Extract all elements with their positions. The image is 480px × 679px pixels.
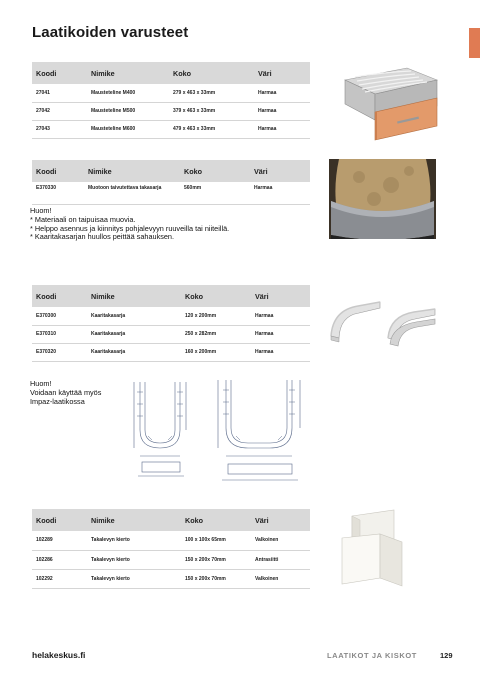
row-code: 27043 [32, 120, 87, 138]
table-row [32, 325, 310, 343]
row-name: Mausteteline M600 [87, 120, 169, 138]
header-color: Väri [250, 160, 310, 182]
header-size: Koko [169, 62, 254, 84]
row-code: 27041 [32, 84, 87, 102]
header-color: Väri [254, 62, 310, 84]
note-line: Voidaan käyttää myös [30, 387, 102, 397]
footer-section-title: LAATIKOT JA KISKOT [327, 651, 417, 660]
row-name: Kaaritakasarja [87, 325, 181, 343]
page-number: 129 [440, 651, 453, 660]
note-line: * Helppo asennus ja kiinnitys pohjalevyyn ruuveilla tai niiteillä. [30, 223, 230, 233]
row-color: Antrasiitti [251, 550, 310, 569]
row-size: 479 x 463 x 33mm [169, 120, 254, 138]
row-code: 102289 [32, 531, 87, 550]
arc-set-technical-drawing [124, 372, 202, 482]
row-size: 279 x 463 x 33mm [169, 84, 254, 102]
bendable-back-set-table [32, 160, 310, 205]
note-line: * Kaaritakasarjan huullos peittää sahauksen. [30, 232, 175, 242]
row-code: 102286 [32, 550, 87, 569]
row-name: Takalevyn kierto [87, 550, 181, 569]
header-color: Väri [251, 509, 310, 531]
row-color: Harmaa [254, 84, 310, 102]
note-line: * Materiaali on taipuisaa muovia. [30, 214, 136, 224]
row-size: 100 x 100x 65mm [181, 531, 251, 550]
row-color: Valkoinen [251, 531, 310, 550]
table-row [32, 343, 310, 361]
bendable-back-set-image [329, 159, 436, 239]
row-size: 150 x 200x 70mm [181, 569, 251, 588]
header-code: Koodi [32, 285, 87, 307]
row-size: 379 x 463 x 33mm [169, 102, 254, 120]
row-color: Harmaa [251, 343, 310, 361]
footer-url: helakeskus.fi [32, 650, 86, 660]
row-name: Takalevyn kierto [87, 531, 181, 550]
header-name: Nimike [87, 62, 169, 84]
page-title: Laatikoiden varusteet [32, 24, 189, 41]
note-line: Impaz-laatikossa [30, 396, 85, 406]
header-name: Nimike [87, 285, 181, 307]
row-name: Kaaritakasarja [87, 343, 181, 361]
row-code: E370300 [32, 307, 87, 325]
row-color: Valkoinen [251, 569, 310, 588]
back-panel-corner-image [338, 508, 410, 588]
header-size: Koko [181, 509, 251, 531]
table-row [32, 182, 310, 204]
header-color: Väri [251, 285, 310, 307]
header-code: Koodi [32, 62, 87, 84]
arc-back-set-image [328, 296, 440, 358]
row-color: Harmaa [254, 102, 310, 120]
table-row [32, 307, 310, 325]
table-row [32, 550, 310, 569]
header-code: Koodi [32, 160, 84, 182]
row-name: Kaaritakasarja [87, 307, 181, 325]
section-tab [469, 28, 480, 58]
row-name: Mausteteline M400 [87, 84, 169, 102]
row-color: Harmaa [250, 182, 310, 204]
table-row [32, 569, 310, 588]
spice-rack-drawer-image [337, 64, 442, 144]
note-heading: Huom! [30, 206, 52, 215]
row-size: 150 x 200x 70mm [181, 550, 251, 569]
header-code: Koodi [32, 509, 87, 531]
row-name: Muotoon taivutettava takasarja [84, 182, 180, 204]
row-code: 27042 [32, 102, 87, 120]
material-note [30, 207, 229, 242]
row-color: Harmaa [251, 307, 310, 325]
note-heading: Huom! [30, 379, 52, 388]
arc-back-set-table [32, 285, 310, 362]
row-name: Takalevyn kierto [87, 569, 181, 588]
table-row [32, 102, 310, 120]
table-row [32, 531, 310, 550]
row-size: 250 x 282mm [181, 325, 251, 343]
impaz-note [30, 380, 101, 406]
header-size: Koko [180, 160, 250, 182]
row-color: Harmaa [251, 325, 310, 343]
back-panel-corner-table [32, 509, 310, 589]
header-size: Koko [181, 285, 251, 307]
header-name: Nimike [84, 160, 180, 182]
table-row [32, 84, 310, 102]
spice-rack-table [32, 62, 310, 139]
arc-set-technical-drawing [208, 372, 312, 486]
row-code: E370310 [32, 325, 87, 343]
row-size: 560mm [180, 182, 250, 204]
row-code: E370330 [32, 182, 84, 204]
row-color: Harmaa [254, 120, 310, 138]
row-size: 160 x 200mm [181, 343, 251, 361]
table-row [32, 120, 310, 138]
row-code: 102292 [32, 569, 87, 588]
header-name: Nimike [87, 509, 181, 531]
row-size: 120 x 200mm [181, 307, 251, 325]
row-name: Mausteteline M500 [87, 102, 169, 120]
row-code: E370320 [32, 343, 87, 361]
